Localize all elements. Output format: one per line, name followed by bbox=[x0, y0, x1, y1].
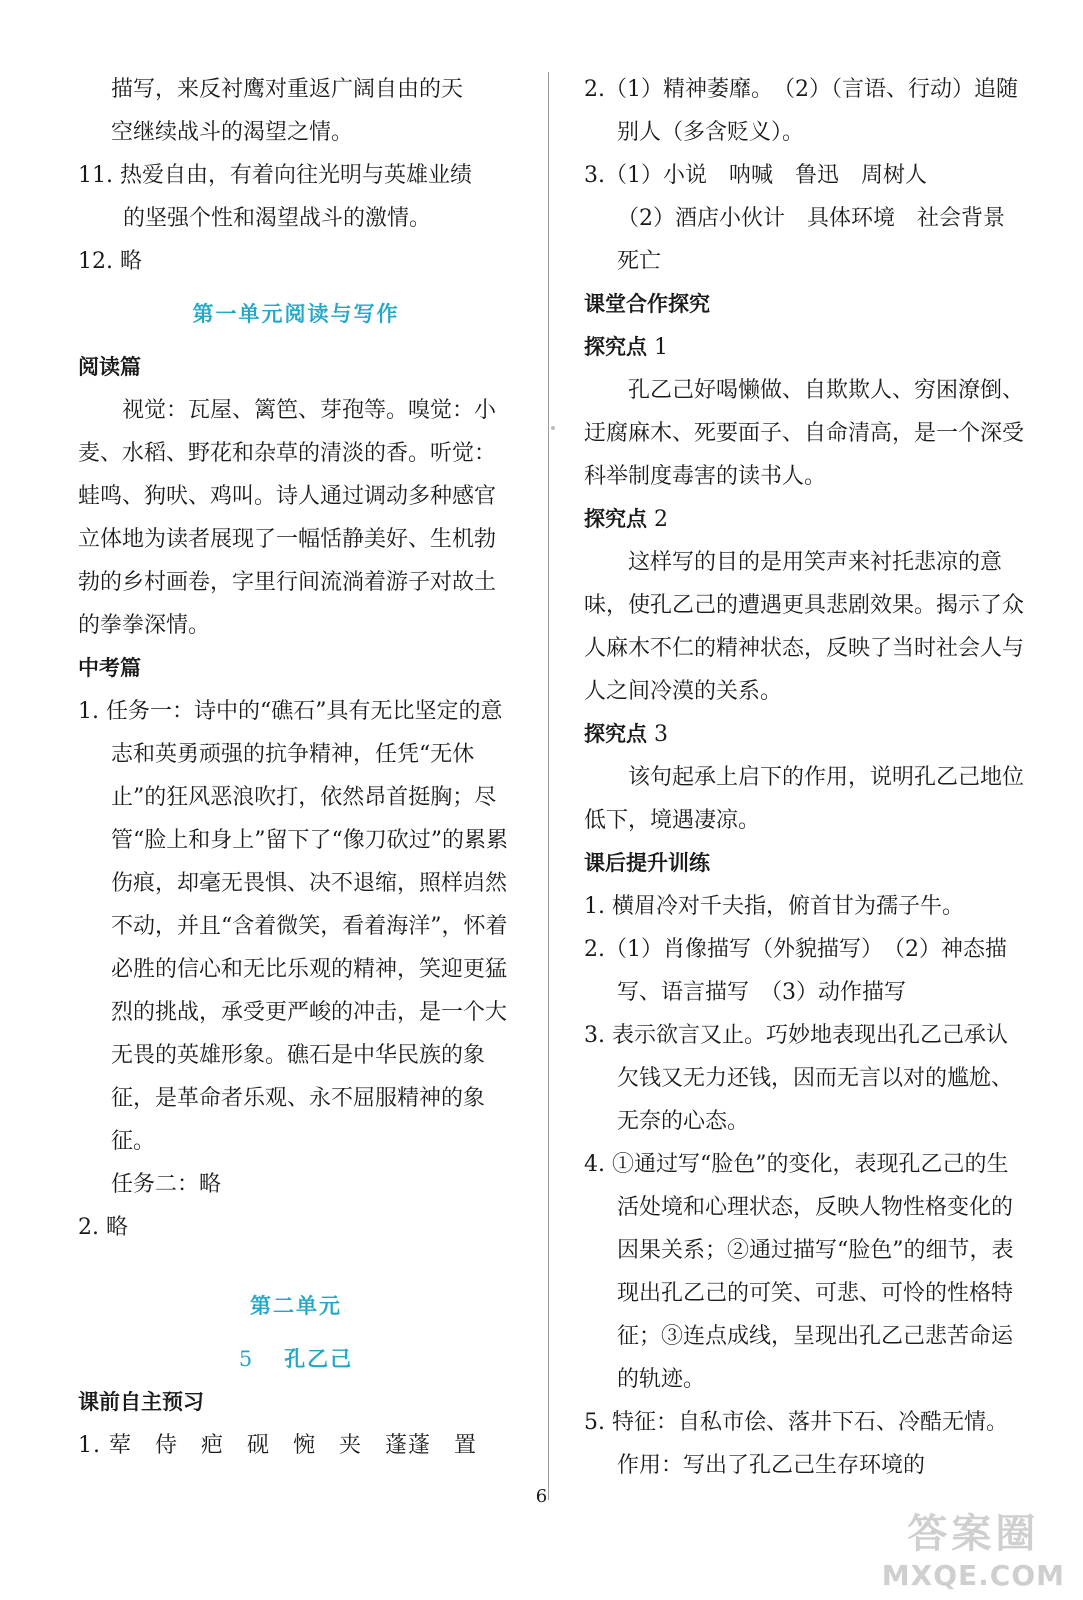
exam-section-heading: 中考篇 bbox=[78, 656, 141, 680]
unit2-heading: 第二单元 bbox=[250, 1294, 342, 1318]
column-divider bbox=[548, 72, 549, 1500]
lesson-title-text: 孔乙己 bbox=[284, 1347, 354, 1371]
exam-answer-2: 2. 略 bbox=[78, 1215, 128, 1240]
explore-point-2-label: 探究点 2 bbox=[584, 507, 668, 532]
answer-item-12: 12. 略 bbox=[78, 249, 142, 274]
preview-section-heading: 课前自主预习 bbox=[78, 1390, 204, 1414]
preview-answer-3b: （2）酒店小伙计 具体环境 社会背景 死亡 bbox=[617, 206, 1028, 274]
after-answer-4: 4. ①通过写“脸色”的变化，表现孔乙己的生活处境和心理状态，反映人物性格变化的因果关系；②通过描写“脸色”的细节，表现出孔乙己的可笑、可悲、可怜的性格特征；③连点成线，呈现出孔乙己悲苦命运的轨迹。 bbox=[584, 1152, 1014, 1392]
preview-answer-1: 1. 荤 侍 疤 砚 惋 夹 蓬蓬 置 bbox=[78, 1433, 477, 1458]
explore-point-3-label: 探究点 3 bbox=[584, 722, 668, 747]
left-column bbox=[78, 68, 514, 1467]
answer-item-11b: 的坚强个性和渴望战斗的激情。 bbox=[123, 206, 432, 231]
explore-point-2-text: 这样写的目的是用笑声来衬托悲凉的意味，使孔乙己的遭遇更具悲剧效果。揭示了众人麻木不仁的精神状态，反映了当时社会人与人之间冷漠的关系。 bbox=[584, 550, 1025, 704]
lesson-number: 5 bbox=[238, 1347, 255, 1371]
preview-answer-3a: 3.（1）小说 呐喊 鲁迅 周树人 bbox=[584, 163, 927, 188]
explore-point-3-text: 该句起承上启下的作用，说明孔乙己地位低下，境遇凄凉。 bbox=[584, 765, 1025, 833]
coop-section-heading: 课堂合作探究 bbox=[584, 292, 710, 316]
scan-speck bbox=[551, 426, 555, 430]
answer-item-11a: 11. 热爱自由，有着向往光明与英雄业绩 bbox=[78, 163, 472, 188]
explore-point-1-text: 孔乙己好喝懒做、自欺欺人、穷困潦倒、迂腐麻木、死要面子、自命清高，是一个深受科举制度毒害的读书人。 bbox=[584, 378, 1025, 489]
preview-answer-2: 2.（1）精神萎靡。 （2）（言语、行动）追随别人（多含贬义）。 bbox=[584, 77, 1018, 145]
reading-section-heading: 阅读篇 bbox=[78, 355, 141, 379]
watermark-url: MXQE.COM bbox=[881, 1559, 1065, 1592]
exam-answer-1-task2: 任务二：略 bbox=[111, 1172, 222, 1197]
page-number: 6 bbox=[535, 1486, 548, 1507]
unit1-reading-writing-heading: 第一单元阅读与写作 bbox=[192, 302, 400, 326]
watermark-logo bbox=[882, 1502, 1065, 1592]
text-line: 描写，来反衬鹰对重返广阔自由的天 bbox=[111, 77, 464, 102]
watermark-text: 答案圈 bbox=[907, 1511, 1040, 1557]
reading-answer: 视觉：瓦屋、篱笆、芽孢等。嗅觉：小麦、水稻、野花和杂草的清淡的香。听觉：蛙鸣、狗吠、鸡叫。诗人通过调动多种感官立体地为读者展现了一幅恬静美好、生机勃勃的乡村画卷，字里行间流淌着游子对故土的拳拳深情。 bbox=[78, 398, 497, 638]
after-answer-1: 1. 横眉冷对千夫指，俯首甘为孺子牛。 bbox=[584, 894, 964, 919]
exam-answer-1: 1. 任务一：诗中的“礁石”具有无比坚定的意志和英勇顽强的抗争精神，任凭“无休止”的狂风恶浪吹打，依然昂首挺胸；尽管“脸上和身上”留下了“像刀砍过”的累累伤痕，却毫无畏惧、决不退缩，照样岿然不动，并且“含着微笑，看着海洋”，怀着必胜的信心和无比乐观的精神，笑迎更猛烈的挑战，承受更严峻的冲击，是一个大无畏的英雄形象。礁石是中华民族的象征，是革命者乐观、永不屈服精神的象征。 bbox=[78, 699, 508, 1154]
after-class-section-heading: 课后提升训练 bbox=[584, 851, 710, 875]
right-column bbox=[584, 68, 1028, 1487]
after-answer-3: 3. 表示欲言又止。巧妙地表现出孔乙己承认欠钱又无力还钱，因而无言以对的尴尬、无奈的心态。 bbox=[584, 1023, 1014, 1134]
lesson-title bbox=[78, 1338, 514, 1381]
explore-point-1-label: 探究点 1 bbox=[584, 335, 668, 360]
after-answer-5: 5. 特征：自私市侩、落井下石、冷酷无情。作用：写出了孔乙己生存环境的 bbox=[584, 1410, 1008, 1478]
text-line: 空继续战斗的渴望之情。 bbox=[111, 120, 354, 145]
after-answer-2: 2.（1）肖像描写（外貌描写） （2）神态描写、语言描写 （3）动作描写 bbox=[584, 937, 1007, 1005]
